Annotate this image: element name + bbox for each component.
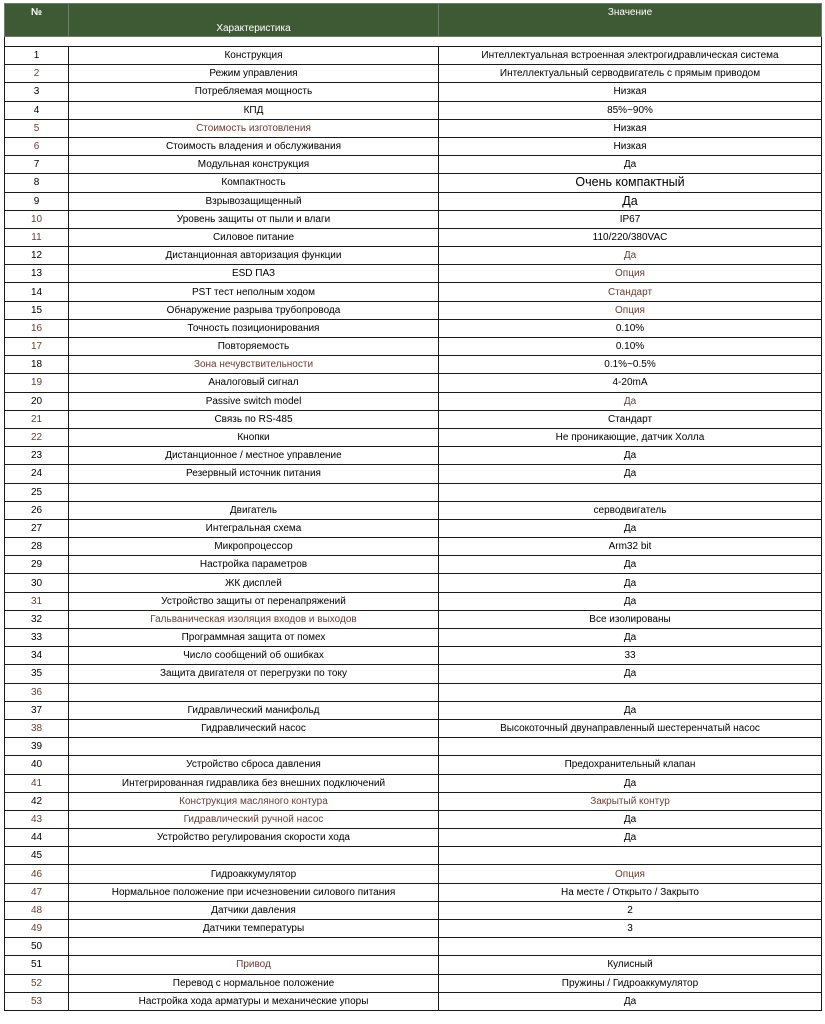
row-number: 33: [5, 629, 69, 647]
table-row: [5, 701, 822, 719]
table-row: [5, 774, 822, 792]
table-row: [5, 156, 822, 174]
value-cell: Высокоточный двунаправленный шестеренчатый насос: [439, 719, 822, 737]
table-row: [5, 719, 822, 737]
value-cell: На месте / Открыто / Закрыто: [439, 883, 822, 901]
table-row: [5, 83, 822, 101]
value-cell: 0.10%: [439, 319, 822, 337]
table-row: [5, 192, 822, 210]
characteristic-cell: Компактность: [69, 174, 439, 192]
row-number: 12: [5, 247, 69, 265]
row-number: 14: [5, 283, 69, 301]
row-number: 36: [5, 683, 69, 701]
row-number: 22: [5, 428, 69, 446]
table-row: [5, 374, 822, 392]
row-number: 16: [5, 319, 69, 337]
characteristic-cell: Потребляемая мощность: [69, 83, 439, 101]
value-cell: Да: [439, 810, 822, 828]
header-num: №: [5, 4, 69, 37]
characteristic-cell: Датчики давления: [69, 901, 439, 919]
value-cell: Да: [439, 774, 822, 792]
characteristic-cell: Модульная конструкция: [69, 156, 439, 174]
table-row: [5, 483, 822, 501]
characteristic-cell: Датчики температуры: [69, 920, 439, 938]
row-number: 9: [5, 192, 69, 210]
row-number: 25: [5, 483, 69, 501]
table-row: [5, 647, 822, 665]
row-number: 8: [5, 174, 69, 192]
characteristic-cell: Гидравлический насос: [69, 719, 439, 737]
value-cell: 33: [439, 647, 822, 665]
row-number: 20: [5, 392, 69, 410]
row-number: 19: [5, 374, 69, 392]
row-number: 26: [5, 501, 69, 519]
table-header-row: [5, 4, 822, 37]
table-row: [5, 319, 822, 337]
characteristic-cell: Привод: [69, 956, 439, 974]
value-cell: 0.1%~0.5%: [439, 356, 822, 374]
value-cell: Опция: [439, 265, 822, 283]
row-number: 23: [5, 447, 69, 465]
value-cell: [439, 938, 822, 956]
value-cell: 3: [439, 920, 822, 938]
table-row: [5, 901, 822, 919]
value-cell: Очень компактный: [439, 174, 822, 192]
row-number: 45: [5, 847, 69, 865]
value-cell: 2: [439, 901, 822, 919]
characteristic-cell: Обнаружение разрыва трубопровода: [69, 301, 439, 319]
value-cell: Низкая: [439, 137, 822, 155]
table-row: [5, 974, 822, 992]
table-row: [5, 556, 822, 574]
spacer-cell: [5, 37, 822, 47]
value-cell: Стандарт: [439, 410, 822, 428]
row-number: 47: [5, 883, 69, 901]
value-cell: Да: [439, 592, 822, 610]
header-spacer-row: [5, 37, 822, 47]
characteristic-cell: ЖК дисплей: [69, 574, 439, 592]
row-number: 17: [5, 338, 69, 356]
table-row: [5, 865, 822, 883]
value-cell: Опция: [439, 301, 822, 319]
value-cell: 85%~90%: [439, 101, 822, 119]
row-number: 32: [5, 610, 69, 628]
row-number: 3: [5, 83, 69, 101]
value-cell: 0.10%: [439, 338, 822, 356]
table-row: [5, 174, 822, 192]
table-row: [5, 592, 822, 610]
value-cell: Да: [439, 192, 822, 210]
spec-table: [4, 3, 822, 1011]
characteristic-cell: Устройство защиты от перенапряжений: [69, 592, 439, 610]
row-number: 27: [5, 519, 69, 537]
table-row: [5, 538, 822, 556]
value-cell: Да: [439, 701, 822, 719]
characteristic-cell: Число сообщений об ошибках: [69, 647, 439, 665]
table-row: [5, 847, 822, 865]
row-number: 31: [5, 592, 69, 610]
table-body: [5, 37, 822, 1011]
table-row: [5, 992, 822, 1010]
characteristic-cell: Двигатель: [69, 501, 439, 519]
row-number: 39: [5, 738, 69, 756]
table-row: [5, 519, 822, 537]
value-cell: Да: [439, 665, 822, 683]
value-cell: Кулисный: [439, 956, 822, 974]
table-row: [5, 829, 822, 847]
characteristic-cell: Конструкция: [69, 47, 439, 65]
value-cell: Да: [439, 556, 822, 574]
value-cell: Низкая: [439, 83, 822, 101]
row-number: 6: [5, 137, 69, 155]
value-cell: Интеллектуальная встроенная электрогидравлическая система: [439, 47, 822, 65]
characteristic-cell: Настройка параметров: [69, 556, 439, 574]
table-row: [5, 465, 822, 483]
value-cell: Да: [439, 629, 822, 647]
characteristic-cell: ESD ПАЗ: [69, 265, 439, 283]
characteristic-cell: Зона нечувствительности: [69, 356, 439, 374]
characteristic-cell: [69, 938, 439, 956]
row-number: 44: [5, 829, 69, 847]
table-row: [5, 338, 822, 356]
table-row: [5, 665, 822, 683]
characteristic-cell: КПД: [69, 101, 439, 119]
value-cell: Пружины / Гидроаккумулятор: [439, 974, 822, 992]
value-cell: Да: [439, 829, 822, 847]
value-cell: Интеллектуальный серводвигатель с прямым приводом: [439, 65, 822, 83]
characteristic-cell: Защита двигателя от перегрузки по току: [69, 665, 439, 683]
characteristic-cell: Устройство сброса давления: [69, 756, 439, 774]
table-row: [5, 629, 822, 647]
spec-table-container: [4, 3, 821, 1011]
value-cell: IP67: [439, 210, 822, 228]
characteristic-cell: Интегральная схема: [69, 519, 439, 537]
row-number: 21: [5, 410, 69, 428]
value-cell: Да: [439, 392, 822, 410]
value-cell: Arm32 bit: [439, 538, 822, 556]
row-number: 2: [5, 65, 69, 83]
value-cell: [439, 683, 822, 701]
table-row: [5, 792, 822, 810]
table-row: [5, 47, 822, 65]
row-number: 48: [5, 901, 69, 919]
table-row: [5, 410, 822, 428]
characteristic-cell: [69, 738, 439, 756]
table-row: [5, 283, 822, 301]
row-number: 15: [5, 301, 69, 319]
value-cell: Все изолированы: [439, 610, 822, 628]
value-cell: Закрытый контур: [439, 792, 822, 810]
characteristic-cell: Силовое питание: [69, 228, 439, 246]
value-cell: Опция: [439, 865, 822, 883]
table-row: [5, 101, 822, 119]
characteristic-cell: Нормальное положение при исчезновении силового питания: [69, 883, 439, 901]
row-number: 49: [5, 920, 69, 938]
characteristic-cell: Микропроцессор: [69, 538, 439, 556]
table-row: [5, 247, 822, 265]
characteristic-cell: Интегрированная гидравлика без внешних подключений: [69, 774, 439, 792]
value-cell: Низкая: [439, 119, 822, 137]
value-cell: 4-20mA: [439, 374, 822, 392]
row-number: 40: [5, 756, 69, 774]
characteristic-cell: [69, 683, 439, 701]
value-cell: Да: [439, 447, 822, 465]
value-cell: Да: [439, 992, 822, 1010]
characteristic-cell: Связь по RS-485: [69, 410, 439, 428]
table-row: [5, 883, 822, 901]
row-number: 42: [5, 792, 69, 810]
row-number: 10: [5, 210, 69, 228]
characteristic-cell: Программная защита от помех: [69, 629, 439, 647]
header-value: Значение: [439, 4, 822, 37]
characteristic-cell: Passive switch model: [69, 392, 439, 410]
table-row: [5, 428, 822, 446]
table-row: [5, 683, 822, 701]
row-number: 43: [5, 810, 69, 828]
row-number: 51: [5, 956, 69, 974]
row-number: 50: [5, 938, 69, 956]
value-cell: Да: [439, 156, 822, 174]
characteristic-cell: Резервный источник питания: [69, 465, 439, 483]
row-number: 52: [5, 974, 69, 992]
value-cell: [439, 847, 822, 865]
row-number: 46: [5, 865, 69, 883]
characteristic-cell: Гальваническая изоляция входов и выходов: [69, 610, 439, 628]
row-number: 4: [5, 101, 69, 119]
value-cell: Не проникающие, датчик Холла: [439, 428, 822, 446]
table-row: [5, 301, 822, 319]
characteristic-cell: Гидравлический манифольд: [69, 701, 439, 719]
table-row: [5, 228, 822, 246]
table-row: [5, 501, 822, 519]
row-number: 1: [5, 47, 69, 65]
characteristic-cell: PST тест неполным ходом: [69, 283, 439, 301]
table-row: [5, 610, 822, 628]
value-cell: Да: [439, 574, 822, 592]
characteristic-cell: [69, 847, 439, 865]
row-number: 35: [5, 665, 69, 683]
row-number: 7: [5, 156, 69, 174]
table-row: [5, 738, 822, 756]
characteristic-cell: Настройка хода арматуры и механические упоры: [69, 992, 439, 1010]
table-row: [5, 574, 822, 592]
characteristic-cell: Дистанционная авторизация функции: [69, 247, 439, 265]
table-row: [5, 210, 822, 228]
characteristic-cell: Уровень защиты от пыли и влаги: [69, 210, 439, 228]
characteristic-cell: Перевод с нормальное положение: [69, 974, 439, 992]
value-cell: Предохранительный клапан: [439, 756, 822, 774]
characteristic-cell: Устройство регулирования скорости хода: [69, 829, 439, 847]
value-cell: Да: [439, 247, 822, 265]
row-number: 18: [5, 356, 69, 374]
row-number: 53: [5, 992, 69, 1010]
value-cell: Стандарт: [439, 283, 822, 301]
value-cell: Да: [439, 465, 822, 483]
row-number: 24: [5, 465, 69, 483]
characteristic-cell: Точность позиционирования: [69, 319, 439, 337]
characteristic-cell: Стоимость владения и обслуживания: [69, 137, 439, 155]
table-row: [5, 938, 822, 956]
value-cell: Да: [439, 519, 822, 537]
table-row: [5, 447, 822, 465]
row-number: 28: [5, 538, 69, 556]
characteristic-cell: Конструкция масляного контура: [69, 792, 439, 810]
row-number: 37: [5, 701, 69, 719]
table-row: [5, 392, 822, 410]
row-number: 30: [5, 574, 69, 592]
table-row: [5, 756, 822, 774]
table-row: [5, 137, 822, 155]
table-row: [5, 956, 822, 974]
value-cell: [439, 738, 822, 756]
characteristic-cell: Стоимость изготовления: [69, 119, 439, 137]
characteristic-cell: Взрывозащищенный: [69, 192, 439, 210]
row-number: 5: [5, 119, 69, 137]
row-number: 41: [5, 774, 69, 792]
value-cell: [439, 483, 822, 501]
characteristic-cell: Кнопки: [69, 428, 439, 446]
characteristic-cell: Гидравлический ручной насос: [69, 810, 439, 828]
value-cell: серводвигатель: [439, 501, 822, 519]
table-row: [5, 810, 822, 828]
table-row: [5, 265, 822, 283]
characteristic-cell: Аналоговый сигнал: [69, 374, 439, 392]
value-cell: 110/220/380VAC: [439, 228, 822, 246]
row-number: 34: [5, 647, 69, 665]
characteristic-cell: Гидроаккумулятор: [69, 865, 439, 883]
characteristic-cell: [69, 483, 439, 501]
characteristic-cell: Повторяемость: [69, 338, 439, 356]
characteristic-cell: Дистанционное / местное управление: [69, 447, 439, 465]
row-number: 29: [5, 556, 69, 574]
header-characteristic: Характеристика: [69, 4, 439, 37]
row-number: 38: [5, 719, 69, 737]
table-row: [5, 65, 822, 83]
row-number: 13: [5, 265, 69, 283]
row-number: 11: [5, 228, 69, 246]
table-row: [5, 920, 822, 938]
table-row: [5, 119, 822, 137]
characteristic-cell: Режим управления: [69, 65, 439, 83]
table-row: [5, 356, 822, 374]
